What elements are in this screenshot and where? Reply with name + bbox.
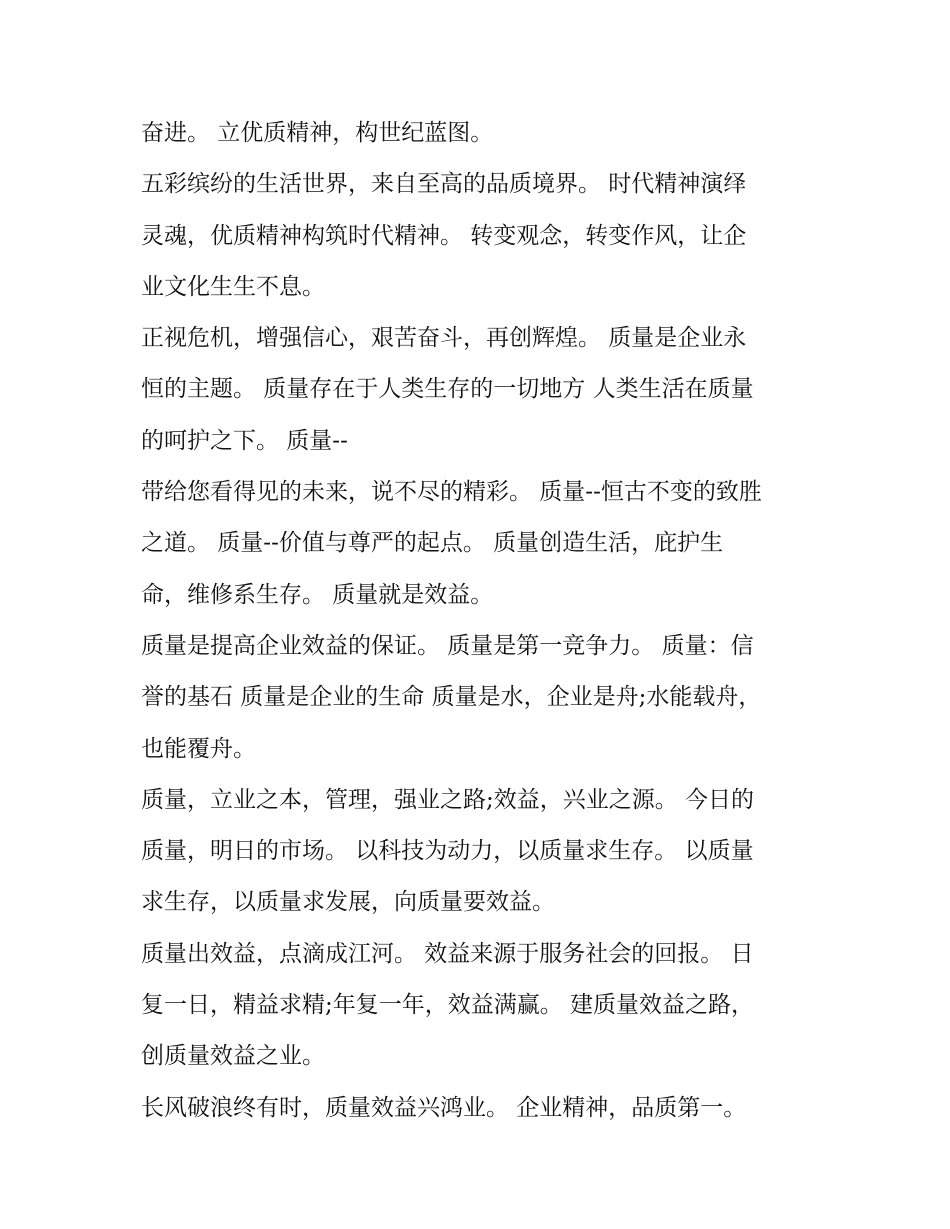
- text-line: 复一日，精益求精;年复一年，效益满赢。 建质量效益之路，: [141, 992, 755, 1019]
- text-line: 求生存，以质量求发展，向质量要效益。: [141, 889, 555, 916]
- text-line: 业文化生生不息。: [141, 273, 325, 300]
- text-line: 之道。 质量--价值与尊严的起点。 质量创造生活，庇护生: [141, 530, 724, 557]
- text-line: 誉的基石 质量是企业的生命 质量是水，企业是舟;水能载舟，: [141, 684, 762, 711]
- text-line: 质量出效益，点滴成江河。 效益来源于服务社会的回报。 日: [141, 940, 754, 967]
- document-body: [141, 108, 821, 1134]
- text-line: 命，维修系生存。 质量就是效益。: [141, 581, 494, 608]
- text-line: 的呵护之下。 质量--: [141, 427, 348, 454]
- text-line: 五彩缤纷的生活世界，来自至高的品质境界。 时代精神演绎: [141, 171, 747, 198]
- text-line: 质量是提高企业效益的保证。 质量是第一竞争力。 质量：信: [141, 632, 754, 659]
- text-line: 长风破浪终有时，质量效益兴鸿业。 企业精神，品质第一。: [141, 1094, 747, 1121]
- text-line: 带给您看得见的未来，说不尽的精彩。 质量--恒古不变的致胜: [141, 479, 762, 506]
- text-line: 奋进。 立优质精神，构世纪蓝图。: [141, 120, 494, 146]
- text-line: 也能覆舟。: [141, 735, 256, 762]
- text-line: 创质量效益之业。: [141, 1043, 325, 1070]
- text-line: 质量，立业之本，管理，强业之路;效益，兴业之源。 今日的: [141, 786, 755, 813]
- text-line: 恒的主题。 质量存在于人类生存的一切地方 人类生活在质量: [141, 376, 754, 403]
- text-line: 正视危机，增强信心，艰苦奋斗，再创辉煌。 质量是企业永: [141, 325, 747, 352]
- text-line: 质量，明日的市场。 以科技为动力，以质量求生存。 以质量: [141, 838, 754, 865]
- text-line: 灵魂，优质精神构筑时代精神。 转变观念，转变作风，让企: [141, 222, 747, 249]
